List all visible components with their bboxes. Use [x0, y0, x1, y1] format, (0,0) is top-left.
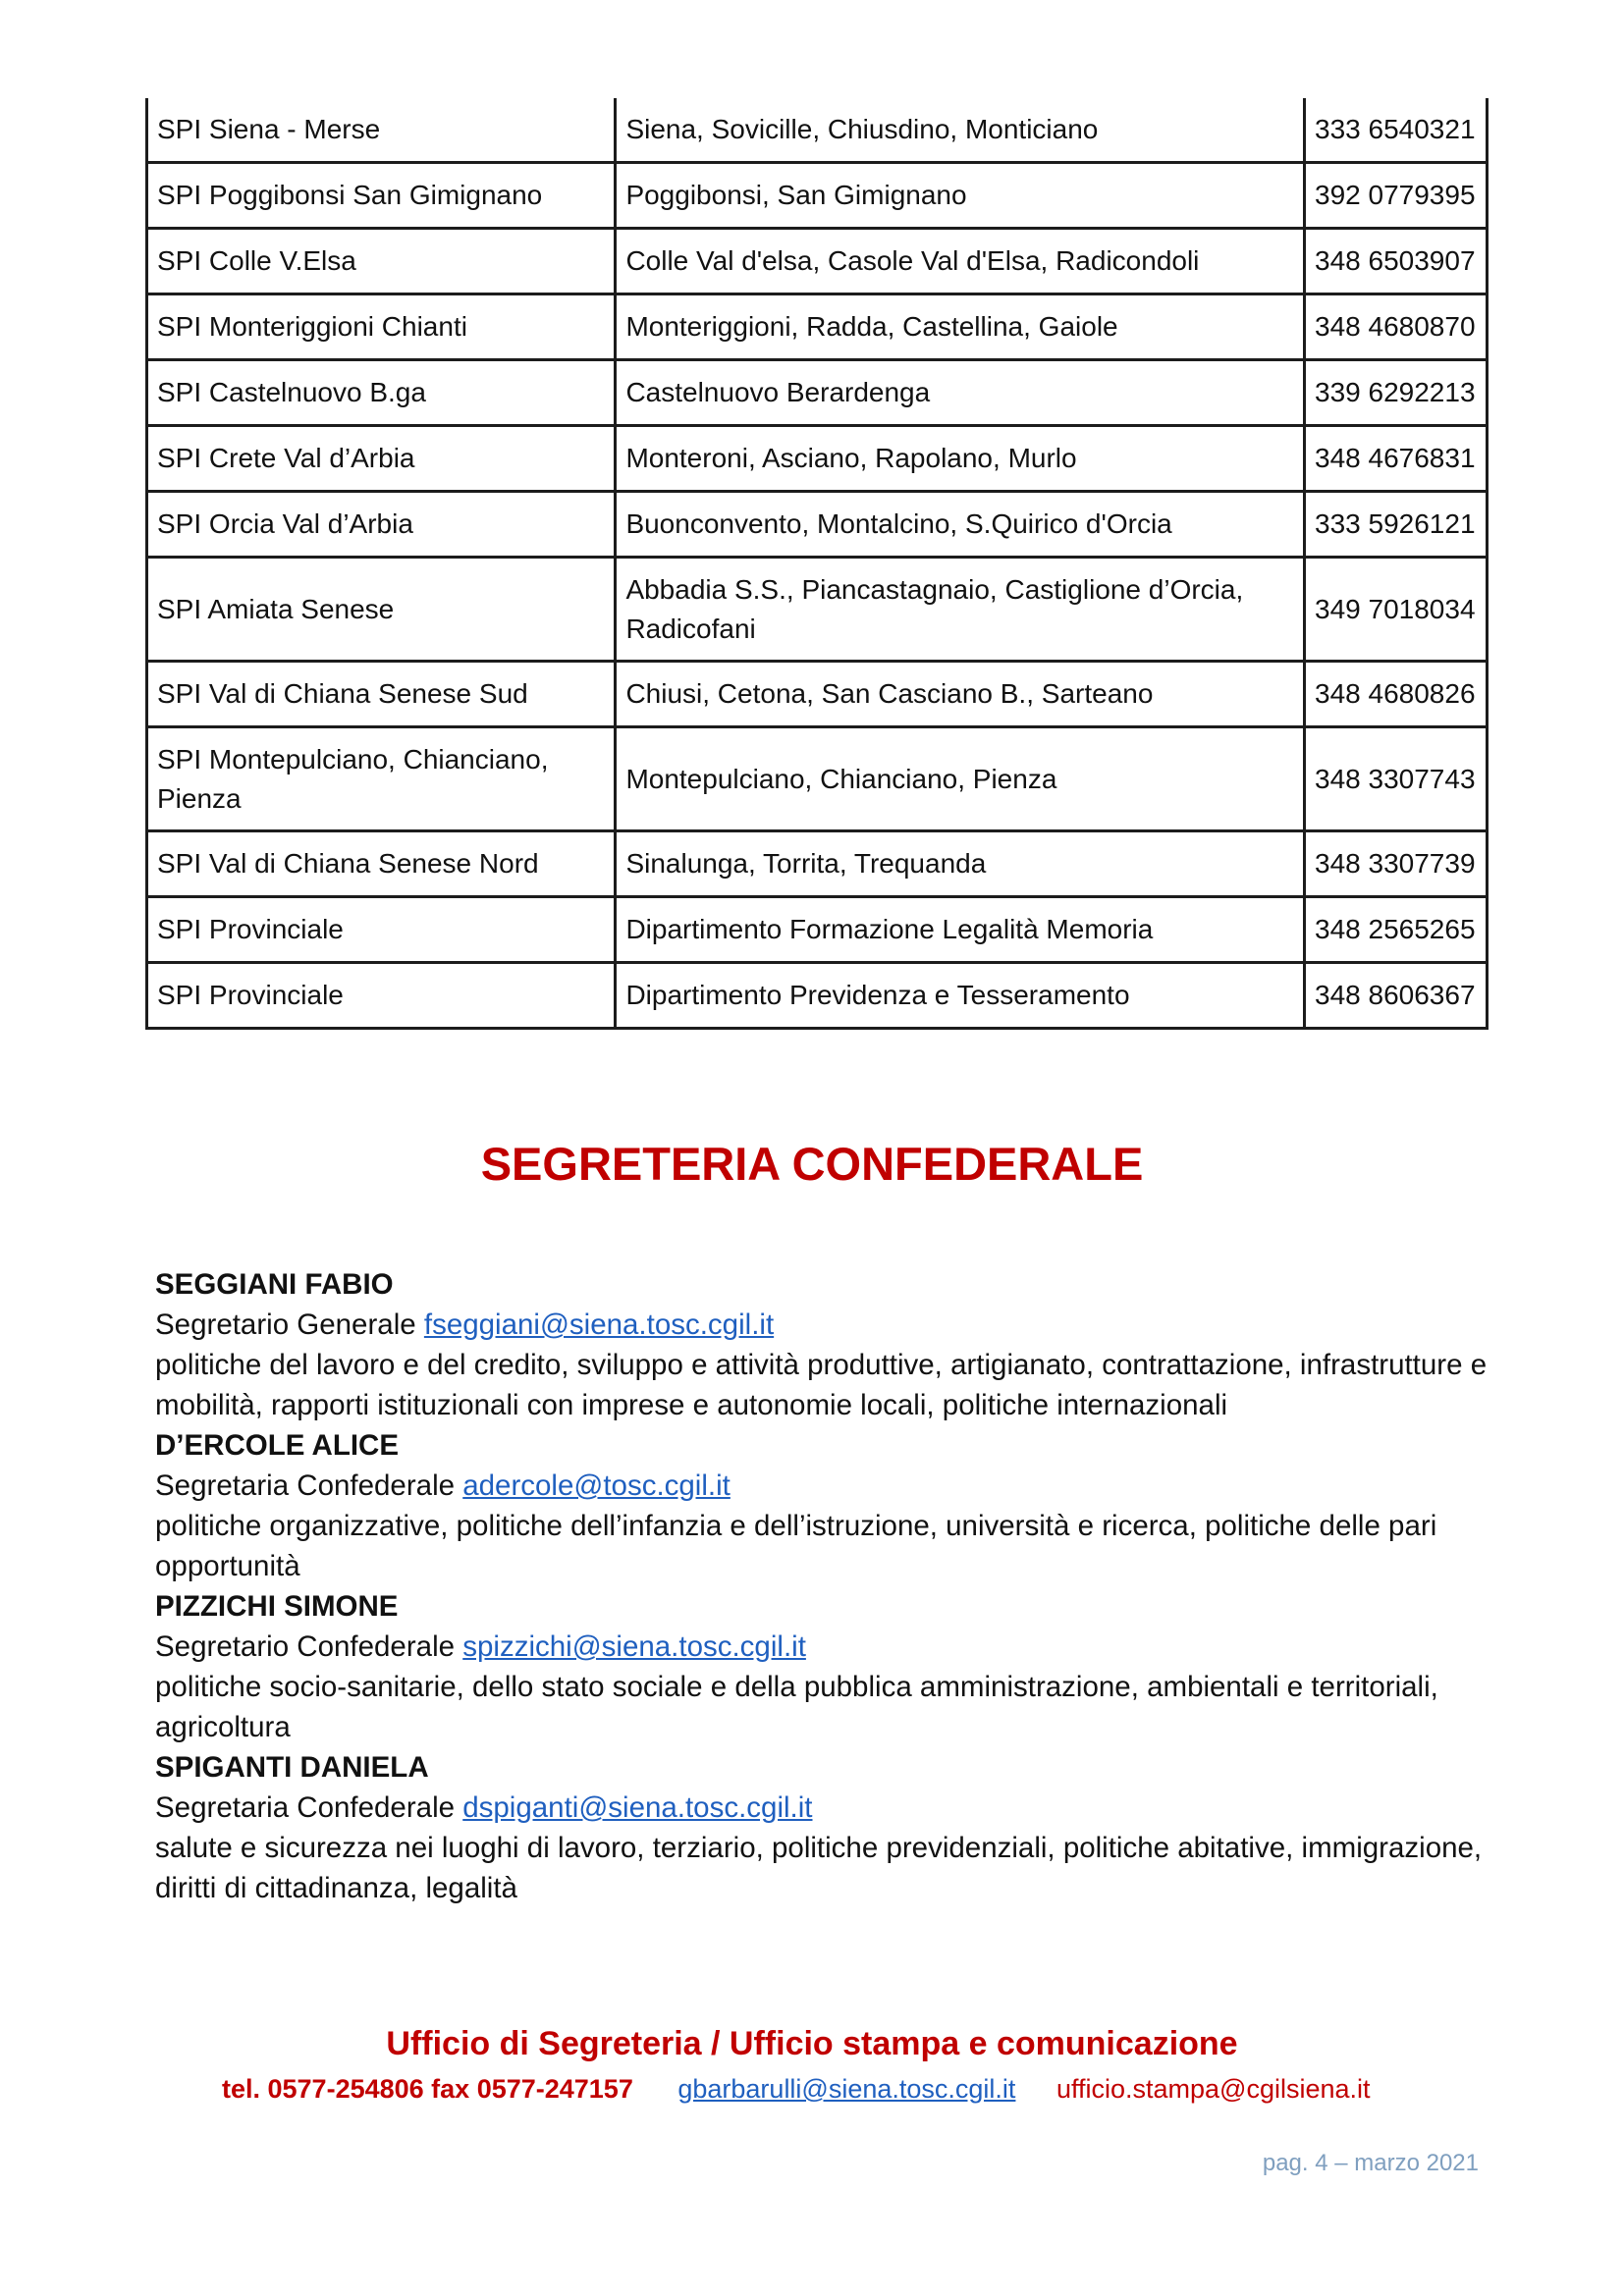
- league-name-cell: SPI Val di Chiana Senese Nord: [147, 831, 616, 897]
- phone-cell: 348 3307739: [1305, 831, 1488, 897]
- member-duties: politiche socio-sanitarie, dello stato sociale e della pubblica amministrazione, ambientali e territoriali, agricoltura: [155, 1671, 1438, 1743]
- league-name-cell: SPI Val di Chiana Senese Sud: [147, 662, 616, 727]
- member-block: [155, 1425, 1490, 1586]
- secretariat-list: [155, 1264, 1490, 1908]
- member-email-link[interactable]: spizzichi@siena.tosc.cgil.it: [462, 1630, 806, 1663]
- phone-cell: 348 4680826: [1305, 662, 1488, 727]
- page-number: pag. 4 – marzo 2021: [1262, 2150, 1479, 2176]
- phone-cell: 348 8606367: [1305, 963, 1488, 1029]
- phone-cell: 349 7018034: [1305, 558, 1488, 662]
- municipalities-cell: Dipartimento Previdenza e Tesseramento: [616, 963, 1305, 1029]
- league-name-cell: SPI Amiata Senese: [147, 558, 616, 662]
- member-name: PIZZICHI SIMONE: [155, 1590, 399, 1623]
- phone-cell: 348 3307743: [1305, 727, 1488, 831]
- table-row: [147, 662, 1488, 727]
- member-duties: politiche del lavoro e del credito, sviluppo e attività produttive, artigianato, contrattazione, infrastrutture e mobilità, rapporti istituzionali con imprese e autonomie locali, politiche internazionali: [155, 1349, 1488, 1421]
- table-row: [147, 98, 1488, 163]
- municipalities-cell: Sinalunga, Torrita, Trequanda: [616, 831, 1305, 897]
- member-role-line: [155, 1627, 1490, 1667]
- member-name: D’ERCOLE ALICE: [155, 1429, 400, 1462]
- municipalities-cell: Colle Val d'elsa, Casole Val d'Elsa, Radicondoli: [616, 229, 1305, 294]
- member-block: [155, 1747, 1490, 1908]
- member-role: Segretaria Confederale: [155, 1791, 456, 1824]
- league-name-cell: SPI Crete Val d’Arbia: [147, 426, 616, 492]
- municipalities-cell: Siena, Sovicille, Chiusdino, Monticiano: [616, 98, 1305, 163]
- municipalities-cell: Montepulciano, Chianciano, Pienza: [616, 727, 1305, 831]
- member-role: Segretario Generale: [155, 1308, 416, 1341]
- member-email-link[interactable]: fseggiani@siena.tosc.cgil.it: [423, 1308, 775, 1341]
- phone-cell: 392 0779395: [1305, 163, 1488, 229]
- member-role-line: [155, 1305, 1490, 1345]
- member-name: SEGGIANI FABIO: [155, 1268, 394, 1301]
- league-name-cell: SPI Monteriggioni Chianti: [147, 294, 616, 360]
- table-row: [147, 897, 1488, 963]
- table-row: [147, 831, 1488, 897]
- table-row: [147, 163, 1488, 229]
- table-row: [147, 294, 1488, 360]
- municipalities-cell: Monteroni, Asciano, Rapolano, Murlo: [616, 426, 1305, 492]
- footer-press-email[interactable]: ufficio.stampa@cgilsiena.it: [1056, 2074, 1371, 2104]
- phone-cell: 333 6540321: [1305, 98, 1488, 163]
- table-row: [147, 492, 1488, 558]
- member-block: [155, 1586, 1490, 1747]
- municipalities-cell: Abbadia S.S., Piancastagnaio, Castiglione d’Orcia, Radicofani: [616, 558, 1305, 662]
- phone-cell: 348 4676831: [1305, 426, 1488, 492]
- member-role: Segretario Confederale: [155, 1630, 456, 1663]
- footer-office-title: Ufficio di Segreteria / Ufficio stampa e comunicazione: [386, 2025, 1238, 2062]
- footer-email-link[interactable]: gbarbarulli@siena.tosc.cgil.it: [677, 2074, 1016, 2104]
- phone-cell: 348 2565265: [1305, 897, 1488, 963]
- table-body: [147, 98, 1488, 1029]
- phone-cell: 333 5926121: [1305, 492, 1488, 558]
- table-row: [147, 229, 1488, 294]
- league-name-cell: SPI Poggibonsi San Gimignano: [147, 163, 616, 229]
- table-row: [147, 360, 1488, 426]
- league-name-cell: SPI Provinciale: [147, 897, 616, 963]
- table-row: [147, 727, 1488, 831]
- member-role: Segretaria Confederale: [155, 1469, 456, 1502]
- league-name-cell: SPI Orcia Val d’Arbia: [147, 492, 616, 558]
- spi-contacts-table: [145, 98, 1489, 1030]
- footer-phone-fax: tel. 0577-254806 fax 0577-247157: [222, 2074, 633, 2104]
- table-row: [147, 963, 1488, 1029]
- member-name: SPIGANTI DANIELA: [155, 1751, 429, 1784]
- municipalities-cell: Dipartimento Formazione Legalità Memoria: [616, 897, 1305, 963]
- phone-cell: 348 6503907: [1305, 229, 1488, 294]
- municipalities-cell: Buonconvento, Montalcino, S.Quirico d'Orcia: [616, 492, 1305, 558]
- league-name-cell: SPI Colle V.Elsa: [147, 229, 616, 294]
- municipalities-cell: Chiusi, Cetona, San Casciano B., Sarteano: [616, 662, 1305, 727]
- member-block: [155, 1264, 1490, 1425]
- member-email-link[interactable]: dspiganti@siena.tosc.cgil.it: [462, 1791, 813, 1824]
- municipalities-cell: Monteriggioni, Radda, Castellina, Gaiole: [616, 294, 1305, 360]
- member-duties: politiche organizzative, politiche dell’infanzia e dell’istruzione, università e ricerca, politiche delle pari opportunità: [155, 1510, 1437, 1582]
- member-role-line: [155, 1788, 1490, 1828]
- phone-cell: 339 6292213: [1305, 360, 1488, 426]
- member-role-line: [155, 1466, 1490, 1506]
- municipalities-cell: Poggibonsi, San Gimignano: [616, 163, 1305, 229]
- league-name-cell: SPI Provinciale: [147, 963, 616, 1029]
- member-duties: salute e sicurezza nei luoghi di lavoro, terziario, politiche previdenziali, politiche abitative, immigrazione, diritti di cittadinanza, legalità: [155, 1832, 1483, 1904]
- section-title: SEGRETERIA CONFEDERALE: [480, 1138, 1144, 1190]
- table-row: [147, 558, 1488, 662]
- league-name-cell: SPI Castelnuovo B.ga: [147, 360, 616, 426]
- league-name-cell: SPI Siena - Merse: [147, 98, 616, 163]
- phone-cell: 348 4680870: [1305, 294, 1488, 360]
- table-row: [147, 426, 1488, 492]
- league-name-cell: SPI Montepulciano, Chianciano, Pienza: [147, 727, 616, 831]
- municipalities-cell: Castelnuovo Berardenga: [616, 360, 1305, 426]
- footer-contacts: [222, 2071, 1498, 2107]
- member-email-link[interactable]: adercole@tosc.cgil.it: [462, 1469, 731, 1502]
